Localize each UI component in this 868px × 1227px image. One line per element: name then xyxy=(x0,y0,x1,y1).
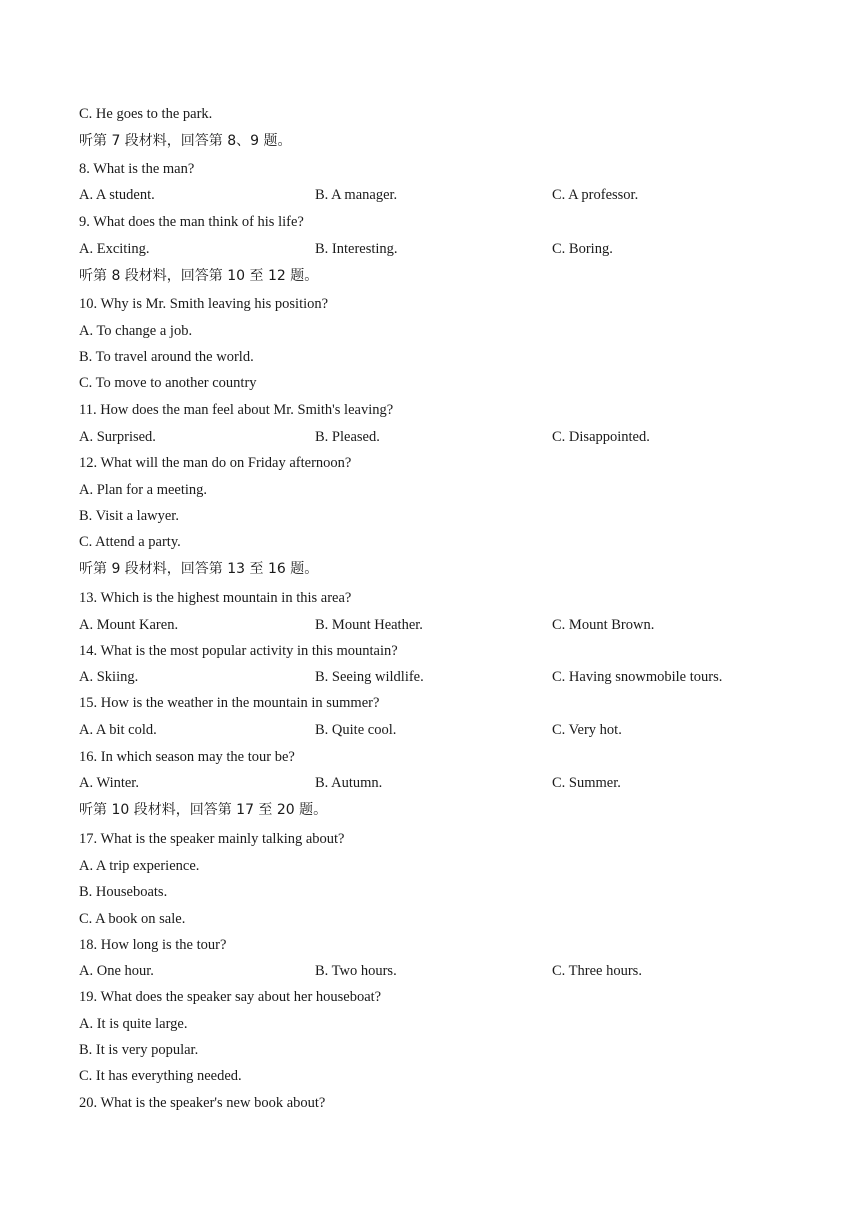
section-heading-text: 听第 8 段材料，回答第 10 至 12 题。 xyxy=(79,268,319,284)
option-b: B. Mount Heather. xyxy=(315,617,423,633)
option-c: C. Disappointed. xyxy=(552,429,650,445)
option-a: A. One hour. xyxy=(79,963,154,979)
question-line xyxy=(79,588,848,608)
option-c: C. Very hot. xyxy=(552,722,622,738)
question-line xyxy=(79,1066,848,1086)
question-text: 19. What does the speaker say about her houseboat? xyxy=(79,989,382,1005)
option-b: B. Two hours. xyxy=(315,963,397,979)
option-c: C. Boring. xyxy=(552,241,613,257)
answer-options-row xyxy=(79,427,848,447)
question-text: 13. Which is the highest mountain in this area? xyxy=(79,590,352,606)
section-heading xyxy=(79,800,848,820)
question-line xyxy=(79,1040,848,1060)
question-text: 12. What will the man do on Friday afternoon? xyxy=(79,455,352,471)
question-text: C. It has everything needed. xyxy=(79,1068,242,1084)
question-text: B. It is very popular. xyxy=(79,1042,199,1058)
option-b: B. Pleased. xyxy=(315,429,380,445)
question-line xyxy=(79,104,848,124)
question-text: A. Plan for a meeting. xyxy=(79,482,208,498)
option-b: B. Interesting. xyxy=(315,241,398,257)
question-text: B. Visit a lawyer. xyxy=(79,508,179,524)
answer-options-row xyxy=(79,961,848,981)
question-line xyxy=(79,641,848,661)
section-heading-text: 听第 7 段材料，回答第 8、9 题。 xyxy=(79,133,292,149)
question-text: A. To change a job. xyxy=(79,323,193,339)
question-text: 11. How does the man feel about Mr. Smith's leaving? xyxy=(79,402,394,418)
question-line xyxy=(79,1093,848,1113)
option-b: B. Autumn. xyxy=(315,775,383,791)
option-b: B. A manager. xyxy=(315,187,398,203)
option-c: C. A professor. xyxy=(552,187,639,203)
question-text: 10. Why is Mr. Smith leaving his position? xyxy=(79,296,329,312)
option-a: A. Winter. xyxy=(79,775,139,791)
question-text: B. To travel around the world. xyxy=(79,349,254,365)
option-a: A. Skiing. xyxy=(79,669,139,685)
option-c: C. Mount Brown. xyxy=(552,617,655,633)
question-text: C. To move to another country xyxy=(79,375,257,391)
question-line xyxy=(79,294,848,314)
option-a: A. Surprised. xyxy=(79,429,156,445)
answer-options-row xyxy=(79,667,848,687)
option-a: A. A bit cold. xyxy=(79,722,157,738)
question-text: 17. What is the speaker mainly talking about? xyxy=(79,831,345,847)
question-line xyxy=(79,347,848,367)
answer-options-row xyxy=(79,615,848,635)
option-a: A. A student. xyxy=(79,187,155,203)
question-line xyxy=(79,829,848,849)
section-heading-text: 听第 9 段材料，回答第 13 至 16 题。 xyxy=(79,561,319,577)
question-line xyxy=(79,400,848,420)
question-line xyxy=(79,935,848,955)
question-line xyxy=(79,693,848,713)
question-line xyxy=(79,987,848,1007)
section-heading xyxy=(79,131,848,151)
question-line xyxy=(79,373,848,393)
question-line xyxy=(79,159,848,179)
section-heading-text: 听第 10 段材料，回答第 17 至 20 题。 xyxy=(79,802,328,818)
question-text: 16. In which season may the tour be? xyxy=(79,749,295,765)
question-line xyxy=(79,882,848,902)
option-c: C. Summer. xyxy=(552,775,621,791)
question-line xyxy=(79,856,848,876)
question-text: 14. What is the most popular activity in this mountain? xyxy=(79,643,398,659)
option-c: C. Having snowmobile tours. xyxy=(552,669,723,685)
option-b: B. Quite cool. xyxy=(315,722,397,738)
question-line xyxy=(79,506,848,526)
option-a: A. Exciting. xyxy=(79,241,150,257)
question-text: 9. What does the man think of his life? xyxy=(79,214,304,230)
question-line xyxy=(79,909,848,929)
question-line xyxy=(79,453,848,473)
answer-options-row xyxy=(79,720,848,740)
question-text: C. Attend a party. xyxy=(79,534,181,550)
option-b: B. Seeing wildlife. xyxy=(315,669,424,685)
section-heading xyxy=(79,559,848,579)
question-text: 20. What is the speaker's new book about? xyxy=(79,1095,326,1111)
question-line xyxy=(79,480,848,500)
option-c: C. Three hours. xyxy=(552,963,642,979)
question-line xyxy=(79,532,848,552)
question-line xyxy=(79,1014,848,1034)
question-text: C. He goes to the park. xyxy=(79,106,213,122)
question-text: 18. How long is the tour? xyxy=(79,937,227,953)
answer-options-row xyxy=(79,239,848,259)
question-text: 8. What is the man? xyxy=(79,161,195,177)
question-text: 15. How is the weather in the mountain in summer? xyxy=(79,695,380,711)
question-text: C. A book on sale. xyxy=(79,911,186,927)
question-line xyxy=(79,747,848,767)
question-line xyxy=(79,321,848,341)
question-line xyxy=(79,212,848,232)
question-text: A. It is quite large. xyxy=(79,1016,188,1032)
answer-options-row xyxy=(79,773,848,793)
option-a: A. Mount Karen. xyxy=(79,617,179,633)
question-text: A. A trip experience. xyxy=(79,858,200,874)
section-heading xyxy=(79,266,848,286)
answer-options-row xyxy=(79,185,848,205)
question-text: B. Houseboats. xyxy=(79,884,168,900)
